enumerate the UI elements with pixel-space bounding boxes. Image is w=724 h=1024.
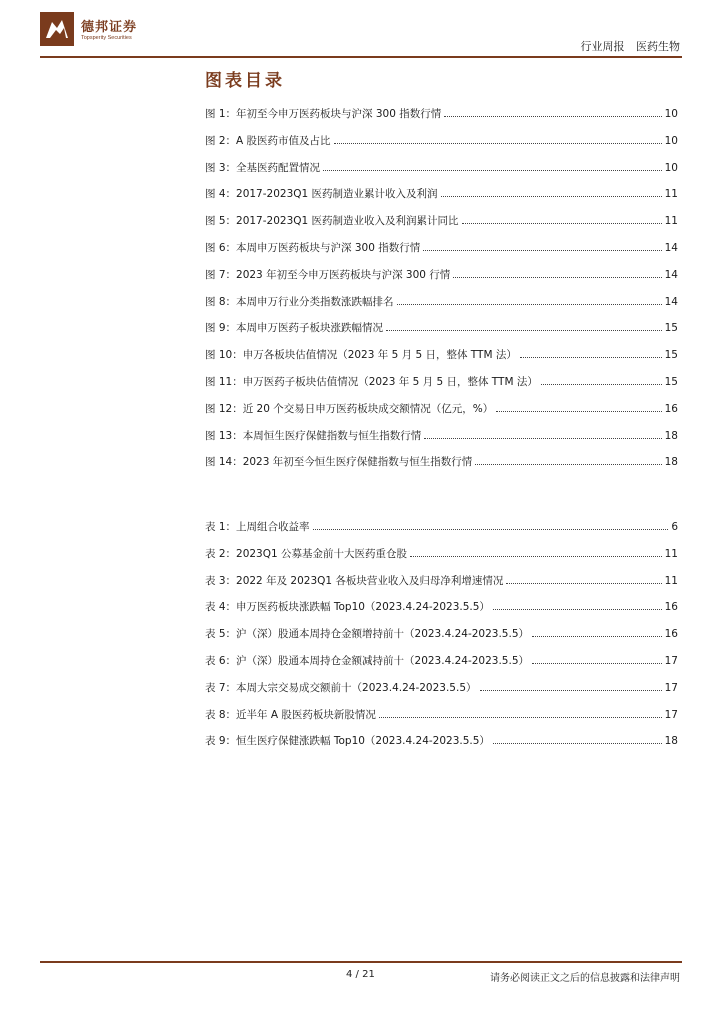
dot-leader (397, 303, 662, 305)
figure-entry[interactable] (205, 347, 678, 374)
figure-entry-page: 10 (664, 161, 678, 174)
table-entry-page: 17 (664, 708, 678, 721)
figure-entry-label: 图 1：年初至今申万医药板块与沪深 300 指数行情 (205, 108, 442, 120)
table-entry-label: 表 9：恒生医疗保健涨跌幅 Top10（2023.4.24-2023.5.5） (205, 735, 490, 748)
dot-leader (480, 689, 662, 691)
table-entry-page: 18 (664, 735, 678, 748)
dot-leader (334, 142, 662, 144)
figure-entry-label: 图 14：2023 年初至今恒生医疗保健指数与恒生指数行情 (205, 456, 473, 469)
table-entry-page: 16 (664, 628, 678, 641)
table-entry[interactable] (205, 546, 678, 573)
table-entry-page: 17 (664, 681, 678, 694)
table-entry-label: 表 7：本周大宗交易成交额前十（2023.4.24-2023.5.5） (205, 681, 477, 694)
report-category (581, 38, 681, 54)
dot-leader (520, 356, 662, 358)
page-header (40, 10, 682, 56)
dot-leader (444, 115, 661, 117)
figure-entry[interactable] (205, 213, 678, 240)
figure-entry-page: 18 (664, 456, 678, 469)
table-entry-page: 17 (664, 654, 678, 667)
figure-entry-page: 10 (664, 108, 678, 120)
table-entry[interactable] (205, 573, 678, 600)
table-entry-label: 表 2：2023Q1 公募基金前十大医药重仓股 (205, 547, 408, 560)
figure-entry-page: 14 (664, 268, 678, 281)
dot-leader (496, 410, 661, 412)
table-entry[interactable] (205, 733, 678, 760)
table-entry-page: 16 (664, 601, 678, 614)
report-type: 行业周报 (580, 40, 625, 53)
dot-leader (475, 463, 661, 465)
dot-leader (379, 716, 662, 718)
figure-entry-label: 图 5：2017-2023Q1 医药制造业收入及利润累计同比 (205, 215, 459, 228)
figure-entry[interactable] (205, 186, 678, 213)
table-entry-label: 表 6：沪（深）股通本周持仓金额减持前十（2023.4.24-2023.5.5） (205, 654, 530, 667)
figure-entry[interactable] (205, 160, 678, 187)
figure-entry-label: 图 7：2023 年初至今申万医药板块与沪深 300 行情 (205, 268, 451, 281)
table-entry-page: 11 (664, 547, 678, 560)
figure-entry[interactable] (205, 240, 678, 267)
dot-leader (424, 437, 661, 439)
figure-entry-label: 图 13：本周恒生医疗保健指数与恒生指数行情 (205, 429, 422, 442)
figure-entry-label: 图 6：本周申万医药板块与沪深 300 指数行情 (205, 241, 421, 254)
figure-entry-label: 图 4：2017-2023Q1 医药制造业累计收入及利润 (205, 188, 438, 201)
figure-entry-page: 16 (664, 402, 678, 415)
figure-entry[interactable] (205, 374, 678, 401)
figure-entry[interactable] (205, 294, 678, 321)
figure-entry-page: 18 (664, 429, 678, 442)
dot-leader (441, 195, 662, 197)
dot-leader (493, 608, 662, 610)
figure-entry[interactable] (205, 267, 678, 294)
dot-leader (462, 222, 662, 224)
table-entry[interactable] (205, 680, 678, 707)
dot-leader (493, 742, 662, 744)
figure-entry-page: 15 (664, 322, 678, 335)
dot-leader (423, 249, 661, 251)
table-entry[interactable] (205, 707, 678, 734)
dot-leader (506, 582, 661, 584)
table-entry-label: 表 1：上周组合收益率 (205, 521, 310, 533)
table-entry-label: 表 8：近半年 A 股医药板块新股情况 (205, 708, 376, 721)
dot-leader (386, 329, 662, 331)
table-entry-label: 表 5：沪（深）股通本周持仓金额增持前十（2023.4.24-2023.5.5） (205, 628, 530, 641)
figure-entry-label: 图 11：申万医药子板块估值情况（2023 年 5 月 5 日，整体 TTM 法） (205, 375, 538, 388)
table-entry[interactable] (205, 626, 678, 653)
table-entry-label: 表 4：申万医药板块涨跌幅 Top10（2023.4.24-2023.5.5） (205, 601, 490, 614)
table-entry-page: 11 (664, 574, 678, 587)
dot-leader (541, 383, 662, 385)
figure-list (205, 106, 678, 481)
toc-title: 图表目录 (205, 71, 285, 91)
legal-disclaimer: 请务必阅读正文之后的信息披露和法律声明 (490, 973, 680, 984)
figure-entry-page: 14 (664, 295, 678, 308)
footer-divider (40, 961, 682, 963)
table-entry[interactable] (205, 519, 678, 546)
figure-entry-page: 10 (664, 134, 678, 147)
company-logo-icon (40, 12, 74, 46)
figure-entry-label: 图 8：本周申万行业分类指数涨跌幅排名 (205, 295, 394, 308)
dot-leader (532, 662, 662, 664)
figure-entry[interactable] (205, 133, 678, 160)
figure-entry[interactable] (205, 320, 678, 347)
figure-entry-page: 11 (664, 188, 678, 201)
figure-entry-page: 14 (664, 241, 678, 254)
dot-leader (323, 169, 662, 171)
dot-leader (532, 635, 662, 637)
table-entry-label: 表 3：2022 年及 2023Q1 各板块营业收入及归母净利增速情况 (205, 574, 504, 587)
dot-leader (453, 276, 661, 278)
figure-entry[interactable] (205, 428, 678, 455)
figure-entry[interactable] (205, 106, 678, 133)
company-name-cn: 德邦证券 (81, 20, 138, 35)
figure-entry-label: 图 2：A 股医药市值及占比 (205, 134, 331, 147)
industry-label: 医药生物 (636, 40, 680, 53)
figure-entry[interactable] (205, 401, 678, 428)
header-divider (40, 56, 682, 58)
figure-entry-page: 15 (664, 349, 678, 362)
table-entry[interactable] (205, 653, 678, 680)
figure-entry-page: 11 (664, 215, 678, 228)
page-number: 4 / 21 (346, 969, 375, 980)
table-entry[interactable] (205, 599, 678, 626)
table-entry-page: 6 (671, 521, 678, 533)
figure-entry-page: 15 (664, 375, 678, 388)
table-list (205, 519, 678, 760)
figure-entry-label: 图 9：本周申万医药子板块涨跌幅情况 (205, 322, 384, 335)
company-name-en: Topsperity Securities (81, 35, 132, 41)
figure-entry[interactable] (205, 454, 678, 481)
figure-entry-label: 图 10：申万各板块估值情况（2023 年 5 月 5 日，整体 TTM 法） (205, 349, 517, 362)
figure-entry-label: 图 3：全基医药配置情况 (205, 161, 321, 174)
dot-leader (410, 555, 662, 557)
dot-leader (313, 528, 669, 530)
figure-entry-label: 图 12：近 20 个交易日申万医药板块成交额情况（亿元，%） (205, 402, 494, 415)
